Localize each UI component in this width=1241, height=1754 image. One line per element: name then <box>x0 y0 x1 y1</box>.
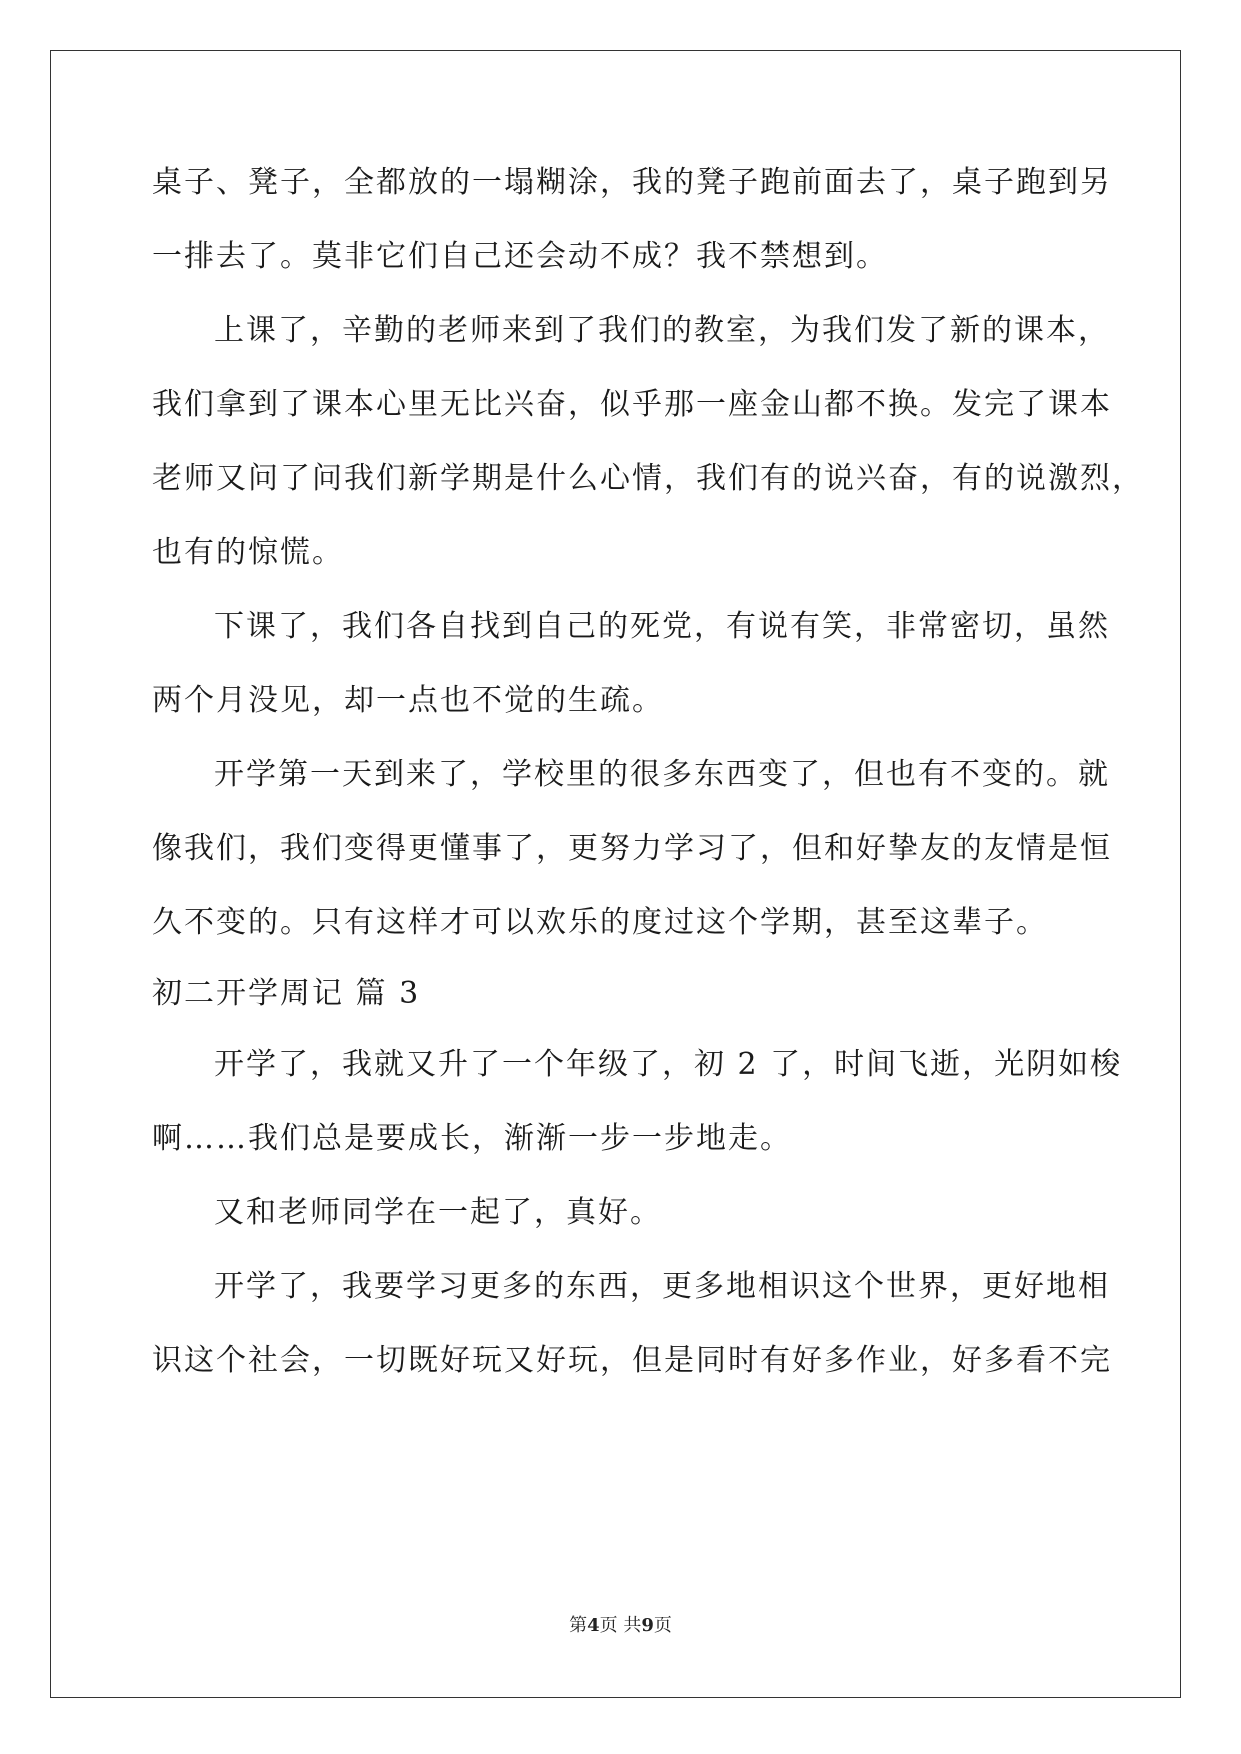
page-footer <box>0 1611 1241 1637</box>
section-heading: 初二开学周记 篇 3 <box>152 976 421 1011</box>
page-border <box>50 50 1181 1698</box>
current-page-number: 4 <box>587 1615 600 1636</box>
footer-middle: 页 共 <box>599 1615 642 1636</box>
text-line: 久不变的。只有这样才可以欢乐的度过这个学期，甚至这辈子。 <box>152 905 1048 940</box>
paragraph-start: 开学第一天到来了，学校里的很多东西变了，但也有不变的。就 <box>214 757 1110 792</box>
paragraph-start: 下课了，我们各自找到自己的死党，有说有笑，非常密切，虽然 <box>214 609 1110 644</box>
paragraph-start: 又和老师同学在一起了，真好。 <box>214 1195 662 1230</box>
footer-suffix: 页 <box>653 1615 672 1636</box>
paragraph-start: 上课了，辛勤的老师来到了我们的教室，为我们发了新的课本， <box>214 313 1110 348</box>
text-line: 也有的惊慌。 <box>152 535 344 570</box>
total-page-number: 9 <box>641 1615 654 1636</box>
paragraph-start: 开学了，我要学习更多的东西，更多地相识这个世界，更好地相 <box>214 1269 1110 1304</box>
text-line: 两个月没见，却一点也不觉的生疏。 <box>152 683 664 718</box>
text-line: 识这个社会，一切既好玩又好玩，但是同时有好多作业，好多看不完 <box>152 1343 1112 1378</box>
text-line: 我们拿到了课本心里无比兴奋，似乎那一座金山都不换。发完了课本 <box>152 387 1112 422</box>
text-line: 啊……我们总是要成长，渐渐一步一步地走。 <box>152 1121 792 1156</box>
text-line: 桌子、凳子，全都放的一塌糊涂，我的凳子跑前面去了，桌子跑到另 <box>152 165 1112 200</box>
text-line: 一排去了。莫非它们自己还会动不成？我不禁想到。 <box>152 239 888 274</box>
text-line: 老师又问了问我们新学期是什么心情，我们有的说兴奋，有的说激烈， <box>152 461 1144 496</box>
text-line: 像我们，我们变得更懂事了，更努力学习了，但和好挚友的友情是恒 <box>152 831 1112 866</box>
footer-prefix: 第 <box>569 1615 588 1636</box>
paragraph-start: 开学了，我就又升了一个年级了，初 2 了，时间飞逝，光阴如梭 <box>214 1047 1123 1082</box>
